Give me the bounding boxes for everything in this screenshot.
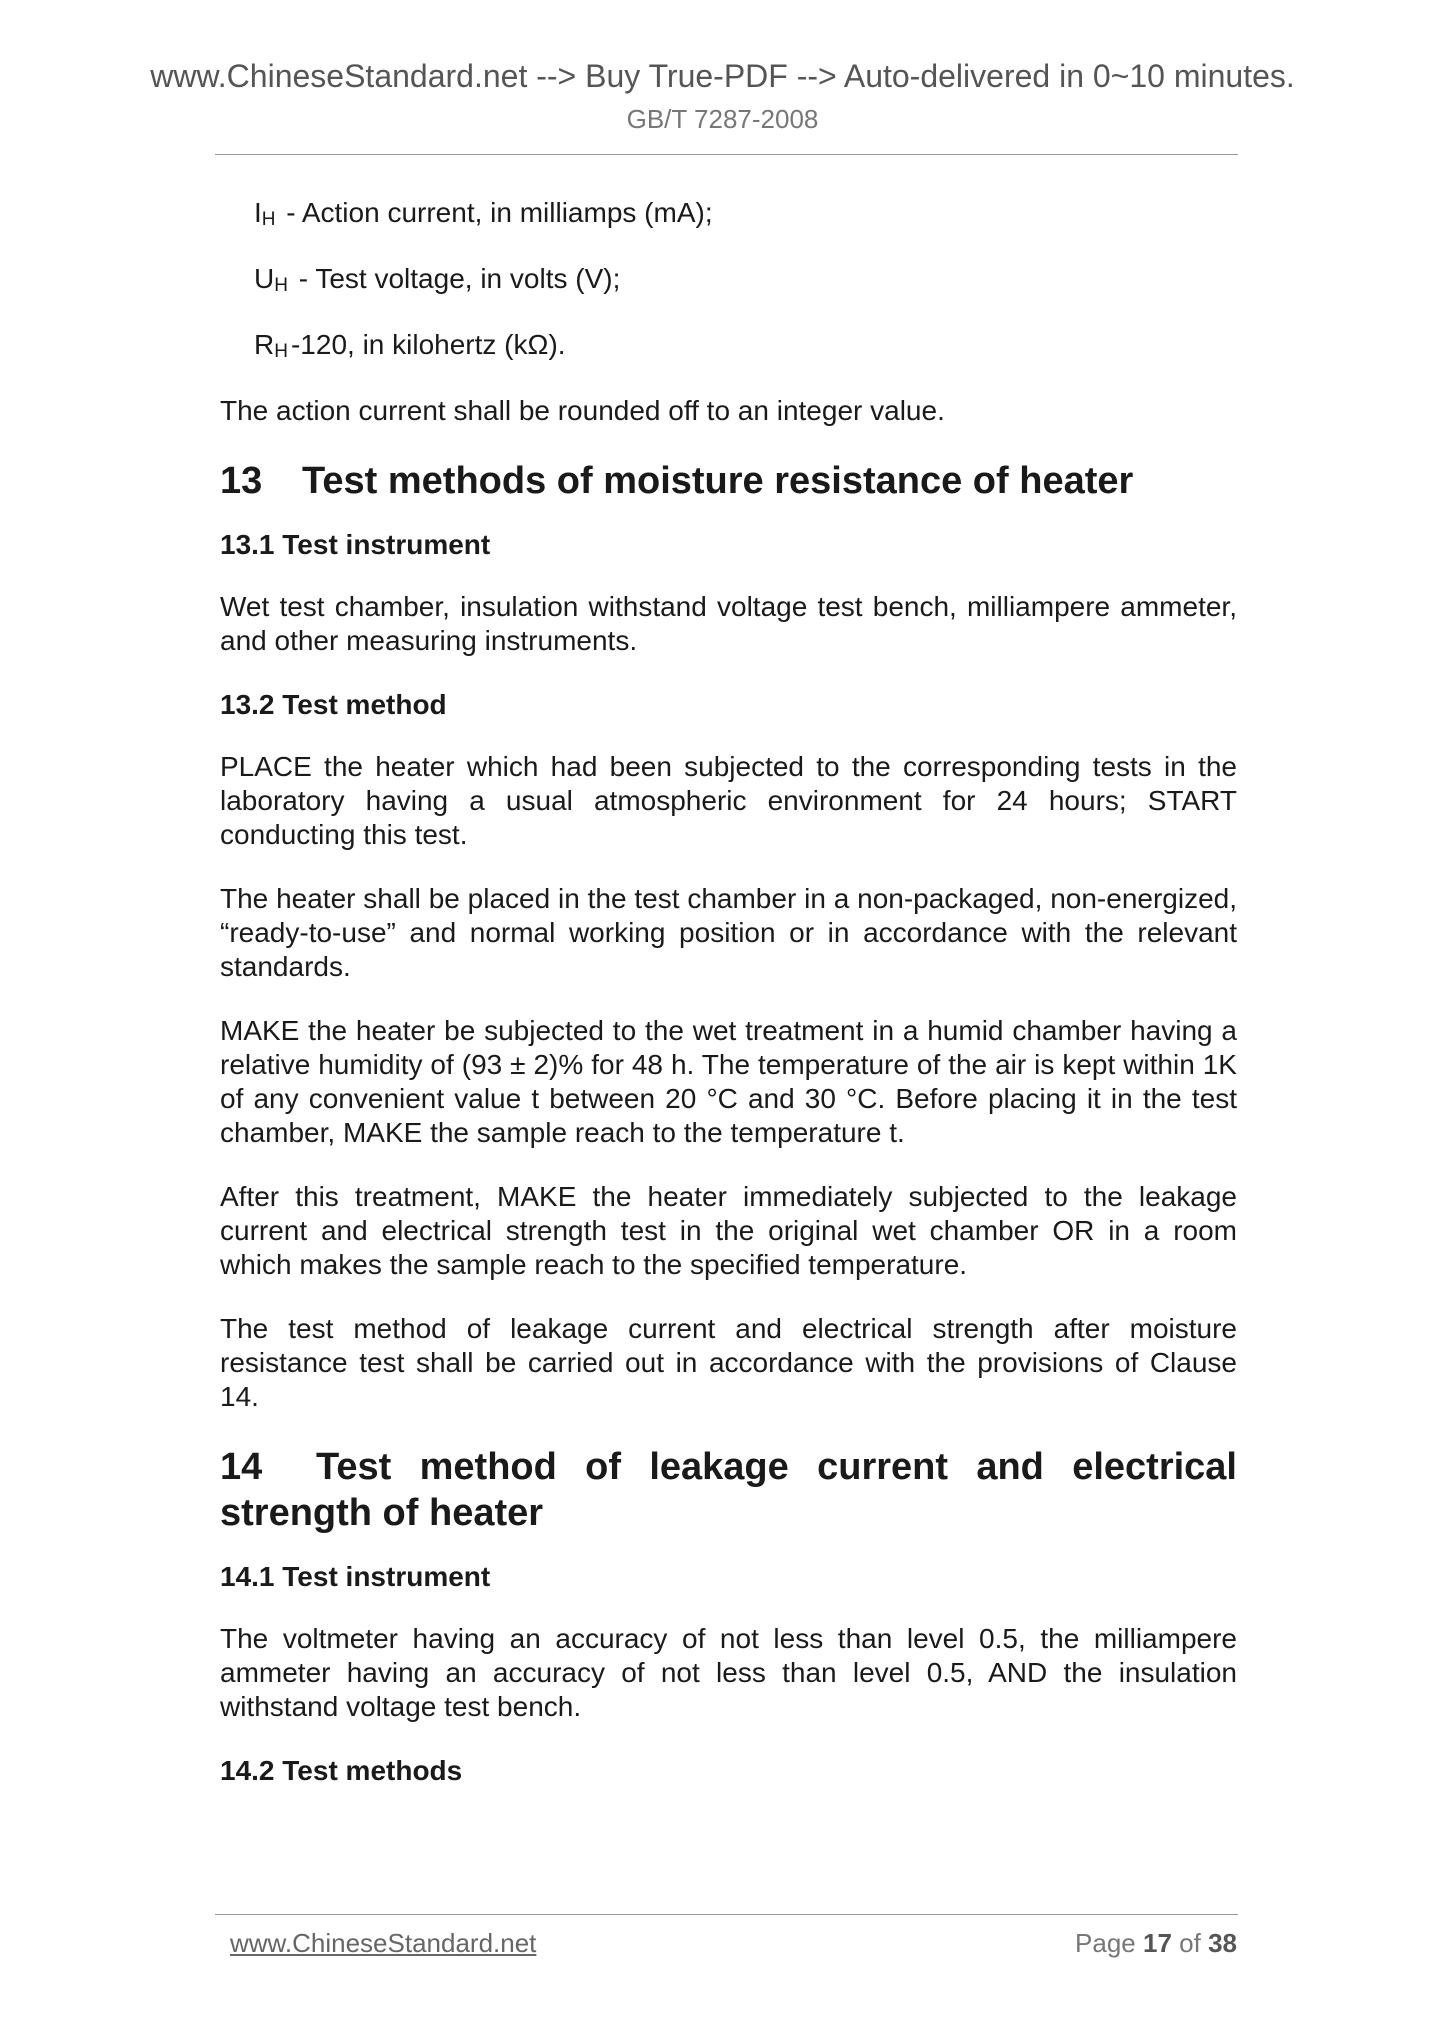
rounding-note: The action current shall be rounded off to an integer value. xyxy=(220,395,945,426)
footer-divider xyxy=(215,1914,1238,1915)
standard-number: GB/T 7287-2008 xyxy=(626,104,819,134)
section-13-1-heading: 13.1 Test instrument xyxy=(220,529,491,560)
section-13-2-paragraph: The heater shall be placed in the test chamber in a non-packaged, non-energized, “ready-to-use” and normal working position or in accordance with the relevant standards. xyxy=(220,883,1237,982)
section-14-1-text: The voltmeter having an accuracy of not less than level 0.5, the milliampere ammeter having an accuracy of not less than level 0.5, AND the insulation withstand voltage test bench. xyxy=(220,1623,1237,1722)
footer-website-link[interactable]: www.ChineseStandard.net xyxy=(230,1928,537,1958)
definition-test-voltage: UH - Test voltage, in volts (V); xyxy=(254,263,621,296)
section-13-2-paragraph: MAKE the heater be subjected to the wet treatment in a humid chamber having a relative humidity of (93 ± 2)% for 48 h. The temperature of the air is kept within 1K of any convenient value t between 20 °C and 30 °C. Before placing it in the test chamber, MAKE the sample reach to the temperature t. xyxy=(220,1015,1237,1148)
definition-resistance: RH -120, in kilohertz (kΩ). xyxy=(254,329,566,362)
definition-action-current: IH - Action current, in milliamps (mA); xyxy=(254,197,713,230)
header-divider xyxy=(215,154,1238,155)
section-13-1-text: Wet test chamber, insulation withstand voltage test bench, milliampere ammeter, and other measuring instruments. xyxy=(220,591,1237,656)
section-14-1-heading: 14.1 Test instrument xyxy=(220,1561,491,1592)
section-13-2-paragraph: PLACE the heater which had been subjected to the corresponding tests in the laboratory having a usual atmospheric environment for 24 hours; START conducting this test. xyxy=(220,751,1237,850)
section-14-2-heading: 14.2 Test methods xyxy=(220,1755,463,1786)
section-13-2-paragraph: The test method of leakage current and electrical strength after moisture resistance test shall be carried out in accordance with the provisions of Clause 14. xyxy=(220,1313,1237,1412)
section-14-heading: 14 Test method of leakage current and electrical strength of heater xyxy=(220,1446,1237,1534)
section-13-2-paragraph: After this treatment, MAKE the heater immediately subjected to the leakage current and electrical strength test in the original wet chamber OR in a room which makes the sample reach to the specified temperature. xyxy=(220,1181,1237,1280)
section-13-heading: 13 Test methods of moisture resistance of heater xyxy=(220,460,1134,502)
document-body xyxy=(220,196,1237,1816)
page-number: Page 17 of 38 xyxy=(1075,1928,1237,1958)
header-banner: www.ChineseStandard.net --> Buy True-PDF --> Auto-delivered in 0~10 minutes. xyxy=(150,58,1295,94)
section-13-2-heading: 13.2 Test method xyxy=(220,689,447,720)
